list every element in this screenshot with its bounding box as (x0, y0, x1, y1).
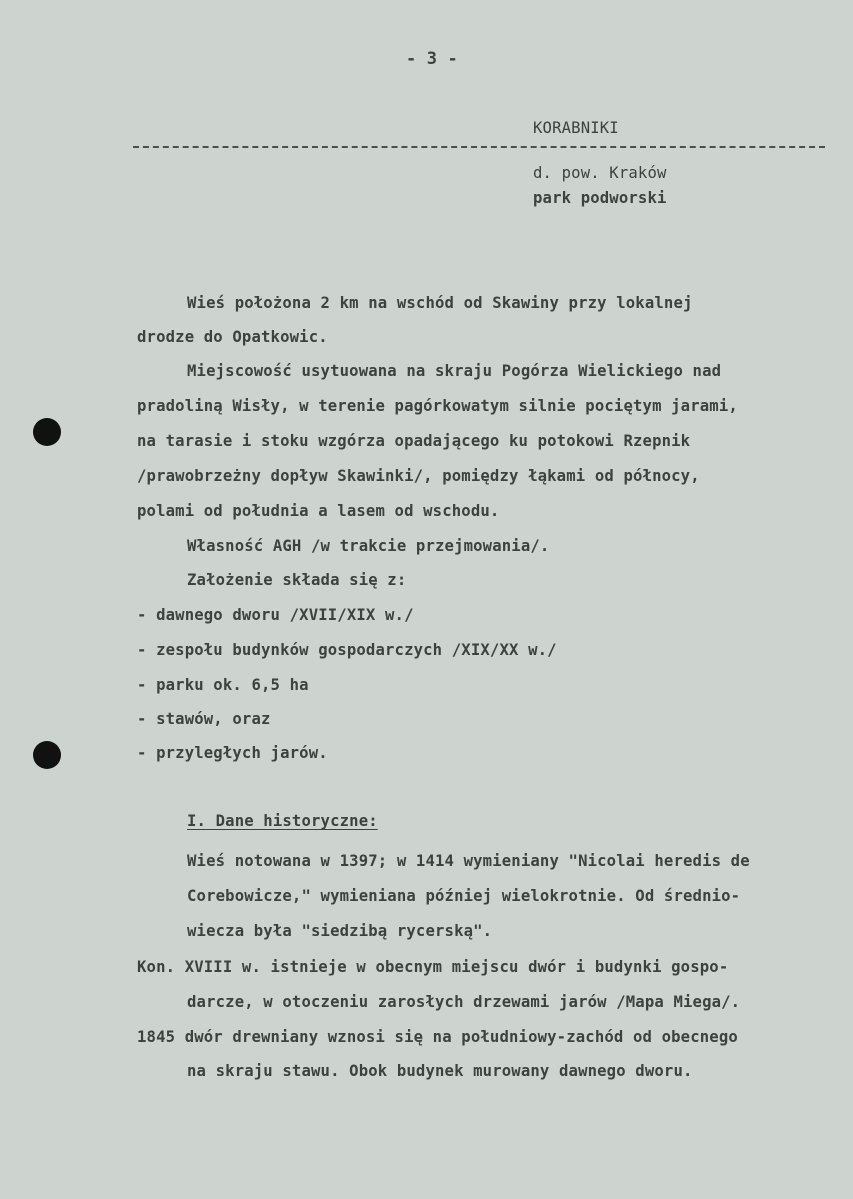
history-line: na skraju stawu. Obok budynek murowany dawnego dworu. (187, 1062, 693, 1080)
intro-line: drodze do Opatkowic. (137, 328, 328, 346)
history-line: 1845 dwór drewniany wznosi się na południowy-zachód od obecnego (137, 1028, 738, 1046)
component-item: - przyległych jarów. (137, 744, 328, 762)
component-item: - parku ok. 6,5 ha (137, 676, 309, 694)
page-number: - 3 - (406, 49, 458, 69)
intro-line: na tarasie i stoku wzgórza opadającego ku potokowi Rzepnik (137, 432, 691, 450)
intro-line: polami od południa a lasem od wschodu. (137, 502, 500, 520)
site-type-label: park podworski (533, 189, 667, 207)
header-rule (133, 146, 825, 148)
document-title: KORABNIKI (533, 119, 619, 137)
section-heading: I. Dane historyczne: (187, 812, 378, 830)
components-intro: Założenie składa się z: (187, 571, 407, 589)
history-line: wiecza była "siedzibą rycerską". (187, 922, 493, 940)
history-line: darcze, w otoczeniu zarosłych drzewami jarów /Mapa Miega/. (187, 993, 741, 1011)
intro-line: Miejscowość usytuowana na skraju Pogórza Wielickiego nad (187, 362, 722, 380)
component-item: - zespołu budynków gospodarczych /XIX/XX w./ (137, 641, 557, 659)
history-line: Corebowicze," wymieniana później wielokrotnie. Od średnio- (187, 887, 741, 905)
ownership-line: Własność AGH /w trakcie przejmowania/. (187, 537, 550, 555)
history-line: Wieś notowana w 1397; w 1414 wymieniany "Nicolai heredis de (187, 852, 750, 870)
component-item: - dawnego dworu /XVII/XIX w./ (137, 606, 414, 624)
punch-hole (33, 741, 61, 769)
intro-line: Wieś położona 2 km na wschód od Skawiny przy lokalnej (187, 294, 693, 312)
history-line: Kon. XVIII w. istnieje w obecnym miejscu dwór i budynki gospo- (137, 958, 729, 976)
intro-line: pradoliną Wisły, w terenie pagórkowatym silnie pociętym jarami, (137, 397, 738, 415)
component-item: - stawów, oraz (137, 710, 271, 728)
punch-hole (33, 418, 61, 446)
intro-line: /prawobrzeżny dopływ Skawinki/, pomiędzy łąkami od północy, (137, 467, 700, 485)
district-label: d. pow. Kraków (533, 164, 667, 182)
